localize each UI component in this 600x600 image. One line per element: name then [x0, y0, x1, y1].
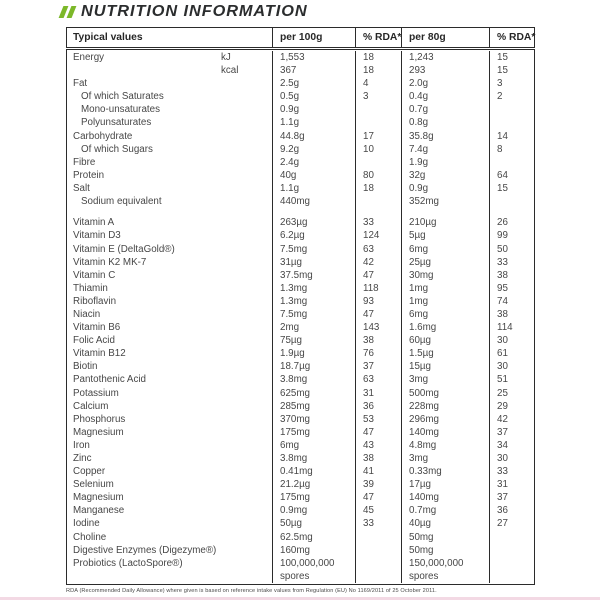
rda-per-80g — [489, 557, 534, 570]
value-per-80g: 60µg — [401, 334, 489, 347]
row-label: Vitamin B6 — [73, 322, 121, 334]
row-label: Iodine — [73, 518, 100, 530]
rda-per-80g: 33 — [489, 465, 534, 478]
table-row — [67, 465, 534, 478]
value-per-100g: 37.5mg — [272, 269, 355, 282]
rda-per-80g: 61 — [489, 347, 534, 360]
value-per-100g: 0.41mg — [272, 465, 355, 478]
row-label: Magnesium — [73, 426, 124, 438]
value-per-80g: 2.0g — [401, 77, 489, 90]
label-cell — [67, 77, 272, 90]
rda-per-80g: 14 — [489, 130, 534, 143]
table-row — [67, 130, 534, 143]
row-label: Calcium — [73, 400, 109, 412]
label-cell — [67, 64, 272, 77]
rda-per-80g: 64 — [489, 169, 534, 182]
table-row — [67, 347, 534, 360]
table-row — [67, 243, 534, 256]
label-cell — [67, 130, 272, 143]
rda-per-80g: 99 — [489, 229, 534, 242]
rda-per-80g — [489, 544, 534, 557]
table-row — [67, 478, 534, 491]
value-per-80g: 1,243 — [401, 51, 489, 64]
label-cell — [67, 426, 272, 439]
value-per-80g: 17µg — [401, 478, 489, 491]
value-per-80g: 140mg — [401, 426, 489, 439]
rda-per-100g — [355, 544, 401, 557]
rda-per-80g: 42 — [489, 413, 534, 426]
value-per-100g: 21.2µg — [272, 478, 355, 491]
value-per-100g: 7.5mg — [272, 243, 355, 256]
rda-per-100g: 53 — [355, 413, 401, 426]
label-cell — [67, 256, 272, 269]
value-per-80g: 3mg — [401, 373, 489, 386]
value-per-80g: 6mg — [401, 308, 489, 321]
rda-per-100g: 41 — [355, 465, 401, 478]
rda-per-100g: 33 — [355, 216, 401, 229]
rda-per-100g: 76 — [355, 347, 401, 360]
label-cell — [67, 295, 272, 308]
row-label: Vitamin E (DeltaGold®) — [73, 243, 175, 255]
table-row — [67, 90, 534, 103]
table-row — [67, 570, 534, 583]
table-row — [67, 360, 534, 373]
row-label: Energy — [73, 52, 105, 63]
label-cell — [67, 269, 272, 282]
value-per-80g: 7.4g — [401, 143, 489, 156]
table-row — [67, 308, 534, 321]
rda-per-100g: 4 — [355, 77, 401, 90]
table-row — [67, 400, 534, 413]
value-per-100g: 2.4g — [272, 156, 355, 169]
rda-per-80g: 3 — [489, 77, 534, 90]
row-label: Protein — [73, 169, 105, 181]
row-label: Copper — [73, 466, 106, 478]
rda-per-80g — [489, 570, 534, 583]
row-label: Selenium — [73, 479, 114, 491]
rda-per-100g: 63 — [355, 243, 401, 256]
label-cell — [67, 413, 272, 426]
rda-per-100g: 36 — [355, 400, 401, 413]
value-per-100g: 50µg — [272, 517, 355, 530]
table-spacer-row — [67, 208, 534, 216]
table-row — [67, 334, 534, 347]
rda-per-100g — [355, 557, 401, 570]
value-per-100g: 44.8g — [272, 130, 355, 143]
value-per-100g: 7.5mg — [272, 308, 355, 321]
rda-per-80g: 30 — [489, 452, 534, 465]
row-label: Of which Sugars — [81, 143, 153, 155]
value-per-100g: 31µg — [272, 256, 355, 269]
rda-per-80g: 50 — [489, 243, 534, 256]
row-label: Riboflavin — [73, 295, 117, 307]
table-row — [67, 517, 534, 530]
value-per-80g: 0.7mg — [401, 504, 489, 517]
value-per-80g: 0.33mg — [401, 465, 489, 478]
row-label: Salt — [73, 182, 90, 194]
row-label: Folic Acid — [73, 335, 115, 347]
value-per-80g: 30mg — [401, 269, 489, 282]
value-per-100g: 2.5g — [272, 77, 355, 90]
row-label: Polyunsaturates — [81, 117, 152, 129]
rda-per-80g: 34 — [489, 439, 534, 452]
table-row — [67, 452, 534, 465]
value-per-100g: 370mg — [272, 413, 355, 426]
table-row — [67, 321, 534, 334]
rda-per-80g: 26 — [489, 216, 534, 229]
label-cell — [67, 373, 272, 386]
rda-per-100g: 42 — [355, 256, 401, 269]
value-per-80g: 5µg — [401, 229, 489, 242]
label-cell — [67, 347, 272, 360]
table-row — [67, 116, 534, 129]
table-row — [67, 256, 534, 269]
rda-per-100g: 47 — [355, 426, 401, 439]
value-per-100g: 263µg — [272, 216, 355, 229]
rda-per-100g — [355, 208, 401, 216]
table-row — [67, 195, 534, 208]
value-per-80g: 1mg — [401, 282, 489, 295]
rda-per-100g: 63 — [355, 373, 401, 386]
table-row — [67, 504, 534, 517]
value-per-80g — [401, 208, 489, 216]
row-label: Mono-unsaturates — [81, 104, 160, 116]
label-cell — [67, 169, 272, 182]
column-header-rda-80g: % RDA* — [489, 28, 535, 47]
table-row — [67, 426, 534, 439]
rda-per-80g: 38 — [489, 269, 534, 282]
table-row — [67, 169, 534, 182]
value-per-80g: 293 — [401, 64, 489, 77]
label-cell — [67, 387, 272, 400]
rda-per-100g: 124 — [355, 229, 401, 242]
value-per-80g: 15µg — [401, 360, 489, 373]
value-per-80g: 0.7g — [401, 103, 489, 116]
value-per-80g: 35.8g — [401, 130, 489, 143]
rda-per-100g — [355, 103, 401, 116]
table-row — [67, 269, 534, 282]
rda-per-100g — [355, 531, 401, 544]
rda-per-80g: 31 — [489, 478, 534, 491]
label-cell — [67, 334, 272, 347]
table-header-row — [66, 27, 535, 48]
rda-per-100g — [355, 195, 401, 208]
row-label: Iron — [73, 439, 90, 451]
value-per-100g: 625mg — [272, 387, 355, 400]
label-cell — [67, 544, 272, 557]
table-row — [67, 373, 534, 386]
value-per-80g: spores — [401, 570, 489, 583]
rda-per-80g — [489, 116, 534, 129]
label-cell — [67, 452, 272, 465]
rda-per-100g: 143 — [355, 321, 401, 334]
rda-per-100g: 118 — [355, 282, 401, 295]
table-row — [67, 544, 534, 557]
table-row — [67, 229, 534, 242]
rda-per-100g: 38 — [355, 334, 401, 347]
table-row — [67, 531, 534, 544]
rda-per-80g — [489, 195, 534, 208]
value-per-80g: 32g — [401, 169, 489, 182]
value-per-80g: 352mg — [401, 195, 489, 208]
label-cell — [67, 504, 272, 517]
rda-per-80g: 37 — [489, 491, 534, 504]
row-label: Digestive Enzymes (Digezyme®) — [73, 544, 217, 556]
row-label: Vitamin B12 — [73, 348, 126, 360]
label-cell — [67, 360, 272, 373]
row-label: Biotin — [73, 361, 98, 373]
table-row — [67, 295, 534, 308]
table-row — [67, 491, 534, 504]
value-per-100g: 175mg — [272, 491, 355, 504]
rda-per-100g: 43 — [355, 439, 401, 452]
rda-per-80g: 30 — [489, 334, 534, 347]
rda-per-100g: 33 — [355, 517, 401, 530]
table-row — [67, 557, 534, 570]
label-cell — [67, 143, 272, 156]
rda-per-100g: 18 — [355, 51, 401, 64]
row-label: Choline — [73, 531, 107, 543]
rda-per-100g: 93 — [355, 295, 401, 308]
table-row — [67, 439, 534, 452]
rda-per-80g: 8 — [489, 143, 534, 156]
label-cell — [67, 195, 272, 208]
label-cell — [67, 478, 272, 491]
rda-per-80g: 15 — [489, 64, 534, 77]
brand-slashes-icon — [61, 6, 76, 18]
rda-per-80g — [489, 208, 534, 216]
rda-per-100g: 47 — [355, 269, 401, 282]
row-label: Manganese — [73, 505, 125, 517]
row-label: Fat — [73, 78, 88, 90]
value-per-100g: 2mg — [272, 321, 355, 334]
value-per-80g: 228mg — [401, 400, 489, 413]
value-per-100g: 75µg — [272, 334, 355, 347]
value-per-80g: 50mg — [401, 531, 489, 544]
rda-per-80g: 114 — [489, 321, 534, 334]
value-per-80g: 150,000,000 — [401, 557, 489, 570]
rda-per-100g — [355, 156, 401, 169]
value-per-100g: 440mg — [272, 195, 355, 208]
rda-per-80g — [489, 531, 534, 544]
value-per-100g: 1.3mg — [272, 282, 355, 295]
value-per-100g: 0.9mg — [272, 504, 355, 517]
label-cell — [67, 156, 272, 169]
table-row — [67, 51, 534, 64]
label-cell — [67, 308, 272, 321]
value-per-100g: 285mg — [272, 400, 355, 413]
label-cell — [67, 517, 272, 530]
column-header-per-80g: per 80g — [401, 28, 489, 47]
value-per-100g: 100,000,000 — [272, 557, 355, 570]
value-per-80g: 296mg — [401, 413, 489, 426]
value-per-80g: 50mg — [401, 544, 489, 557]
value-per-100g: 6mg — [272, 439, 355, 452]
value-per-100g: 9.2g — [272, 143, 355, 156]
rda-per-80g: 74 — [489, 295, 534, 308]
label-cell — [67, 182, 272, 195]
value-per-100g: 1,553 — [272, 51, 355, 64]
value-per-80g: 40µg — [401, 517, 489, 530]
rda-per-80g: 36 — [489, 504, 534, 517]
rda-per-80g: 25 — [489, 387, 534, 400]
rda-per-100g: 18 — [355, 64, 401, 77]
value-per-100g: 6.2µg — [272, 229, 355, 242]
value-per-80g: 140mg — [401, 491, 489, 504]
value-per-100g: 175mg — [272, 426, 355, 439]
value-per-100g: 1.3mg — [272, 295, 355, 308]
rda-per-100g: 18 — [355, 182, 401, 195]
value-per-100g: 160mg — [272, 544, 355, 557]
value-per-80g: 6mg — [401, 243, 489, 256]
value-per-100g: spores — [272, 570, 355, 583]
label-cell — [67, 321, 272, 334]
row-label: Probiotics (LactoSpore®) — [73, 557, 183, 569]
rda-per-100g: 37 — [355, 360, 401, 373]
value-per-100g — [272, 208, 355, 216]
row-label: Thiamin — [73, 282, 108, 294]
value-per-100g: 62.5mg — [272, 531, 355, 544]
row-label: Vitamin A — [73, 217, 115, 229]
rda-per-80g: 15 — [489, 182, 534, 195]
row-label: Vitamin D3 — [73, 230, 121, 242]
rda-per-80g — [489, 103, 534, 116]
row-label: Magnesium — [73, 492, 124, 504]
label-cell — [67, 570, 272, 583]
value-per-100g: 1.1g — [272, 182, 355, 195]
rda-per-80g: 37 — [489, 426, 534, 439]
label-cell — [67, 216, 272, 229]
table-row — [67, 103, 534, 116]
value-per-100g: 367 — [272, 64, 355, 77]
value-per-80g: 210µg — [401, 216, 489, 229]
rda-per-80g: 2 — [489, 90, 534, 103]
rda-per-100g: 38 — [355, 452, 401, 465]
row-label: Phosphorus — [73, 413, 126, 425]
label-cell — [67, 557, 272, 570]
value-per-80g: 25µg — [401, 256, 489, 269]
rda-per-100g: 47 — [355, 491, 401, 504]
page-title-text: NUTRITION INFORMATION — [81, 3, 308, 20]
label-cell — [67, 51, 272, 64]
rda-per-80g: 27 — [489, 517, 534, 530]
value-per-80g: 1.6mg — [401, 321, 489, 334]
label-cell — [67, 229, 272, 242]
value-per-100g: 0.5g — [272, 90, 355, 103]
rda-per-100g: 3 — [355, 90, 401, 103]
row-label: Niacin — [73, 308, 101, 320]
value-per-100g: 1.9µg — [272, 347, 355, 360]
value-per-100g: 3.8mg — [272, 452, 355, 465]
rda-per-100g: 31 — [355, 387, 401, 400]
rda-per-100g: 10 — [355, 143, 401, 156]
table-row — [67, 387, 534, 400]
row-label: Zinc — [73, 453, 92, 464]
row-label: Fibre — [73, 156, 96, 168]
label-cell — [67, 116, 272, 129]
table-row — [67, 64, 534, 77]
rda-per-80g — [489, 156, 534, 169]
rda-per-100g: 47 — [355, 308, 401, 321]
rda-per-100g: 80 — [355, 169, 401, 182]
label-cell — [67, 208, 272, 216]
table-row — [67, 413, 534, 426]
row-label: Pantothenic Acid — [73, 374, 146, 386]
rda-per-80g: 15 — [489, 51, 534, 64]
rda-per-80g: 29 — [489, 400, 534, 413]
table-row — [67, 182, 534, 195]
table-row — [67, 216, 534, 229]
rda-per-100g: 39 — [355, 478, 401, 491]
rda-per-100g — [355, 570, 401, 583]
label-cell — [67, 243, 272, 256]
value-per-100g: 18.7µg — [272, 360, 355, 373]
page-title — [61, 2, 308, 22]
rda-per-80g: 38 — [489, 308, 534, 321]
value-per-80g: 1.9g — [401, 156, 489, 169]
row-label: Vitamin K2 MK-7 — [73, 256, 147, 268]
value-per-100g: 3.8mg — [272, 373, 355, 386]
rda-per-80g: 33 — [489, 256, 534, 269]
rda-per-100g: 45 — [355, 504, 401, 517]
rda-per-100g: 17 — [355, 130, 401, 143]
rda-footnote: RDA (Recommended Daily Allowance) where given is based on reference intake values from Regulation (EU) No 1169/2011 of 25 October 2011. — [66, 587, 437, 594]
value-per-80g: 3mg — [401, 452, 489, 465]
row-label: Of which Saturates — [81, 91, 164, 103]
value-per-80g: 0.8g — [401, 116, 489, 129]
label-cell — [67, 400, 272, 413]
value-per-100g: 1.1g — [272, 116, 355, 129]
row-label: Vitamin C — [73, 269, 116, 281]
label-cell — [67, 103, 272, 116]
row-label: Potassium — [73, 387, 119, 399]
table-row — [67, 156, 534, 169]
value-per-100g: 0.9g — [272, 103, 355, 116]
rda-per-80g: 51 — [489, 373, 534, 386]
value-per-80g: 0.4g — [401, 90, 489, 103]
label-cell — [67, 90, 272, 103]
column-header-typical-values: Typical values — [73, 32, 143, 43]
column-header-rda-100g: % RDA* — [355, 28, 401, 47]
value-per-80g: 4.8mg — [401, 439, 489, 452]
value-per-80g: 1mg — [401, 295, 489, 308]
label-cell — [67, 465, 272, 478]
row-label: Carbohydrate — [73, 130, 133, 142]
rda-per-80g: 30 — [489, 360, 534, 373]
row-unit: kJ — [221, 52, 231, 63]
column-header-per-100g: per 100g — [272, 28, 355, 47]
row-label: Sodium equivalent — [81, 196, 162, 208]
label-cell — [67, 531, 272, 544]
label-cell — [67, 282, 272, 295]
value-per-100g: 40g — [272, 169, 355, 182]
rda-per-80g: 95 — [489, 282, 534, 295]
rda-per-100g — [355, 116, 401, 129]
table-body — [66, 49, 535, 585]
table-row — [67, 282, 534, 295]
label-cell — [67, 491, 272, 504]
table-row — [67, 77, 534, 90]
label-cell — [67, 439, 272, 452]
value-per-80g: 0.9g — [401, 182, 489, 195]
table-row — [67, 143, 534, 156]
row-unit: kcal — [221, 65, 239, 77]
value-per-80g: 500mg — [401, 387, 489, 400]
value-per-80g: 1.5µg — [401, 347, 489, 360]
